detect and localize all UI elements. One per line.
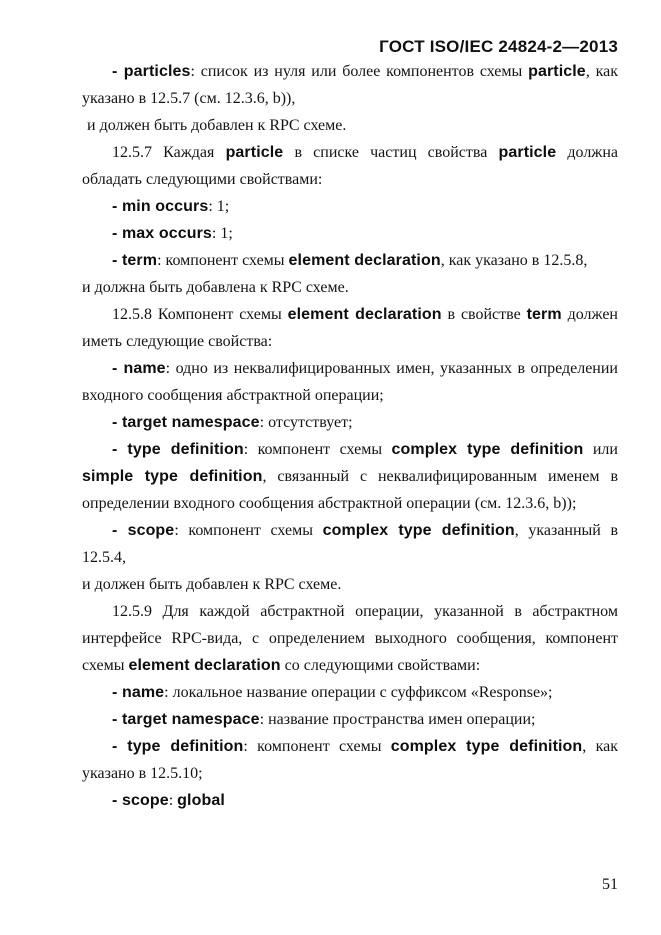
keyword-text: complex type definition [322, 522, 515, 539]
text-line [82, 463, 618, 490]
text-line [82, 85, 618, 112]
document-body [82, 58, 618, 814]
body-text: или [583, 441, 618, 458]
keyword-text: complex type definition [390, 738, 583, 755]
keyword-text: - max occurs [112, 225, 212, 242]
body-text: : название пространства имен операции; [259, 711, 536, 728]
body-text: : [168, 792, 178, 809]
body-text: и должна быть добавлена к RPC схеме. [82, 279, 349, 296]
keyword-text: particle [528, 63, 586, 80]
body-text: 12.5.7 Каждая [112, 144, 226, 161]
body-text: 12.5.4, [82, 549, 126, 566]
body-text: входного сообщения абстрактной операции; [82, 387, 384, 404]
keyword-text: element declaration [128, 657, 281, 674]
body-text: определении входного сообщения абстрактной операции (см. 12.3.6, b)); [82, 495, 577, 512]
body-text: в списке частиц свойства [283, 144, 499, 161]
keyword-text: particle [225, 144, 284, 161]
text-line [82, 490, 618, 517]
body-text: 12.5.9 Для каждой абстрактной операции, указанной в абстрактном [112, 603, 618, 620]
text-line [82, 328, 618, 355]
body-text: , связанный с неквалифицированным именем в [262, 468, 618, 485]
body-text: : список из нуля или более компонентов схемы [190, 63, 529, 80]
text-line [82, 247, 618, 274]
keyword-text: simple type definition [82, 468, 263, 485]
text-line [82, 787, 618, 814]
keyword-text: - type definition [112, 738, 244, 755]
keyword-text: - name [112, 684, 165, 701]
text-line [82, 112, 618, 139]
keyword-text: - scope [112, 792, 169, 809]
body-text: указано в 12.5.10; [82, 765, 203, 782]
keyword-text: - name [112, 360, 166, 377]
body-text: , как [585, 63, 619, 80]
text-line [82, 58, 618, 85]
text-line [82, 679, 618, 706]
body-text: в свойстве [441, 306, 527, 323]
keyword-text: - min occurs [112, 198, 209, 215]
body-text: должна [556, 144, 619, 161]
keyword-text: - term [112, 252, 158, 269]
keyword-text: term [526, 306, 562, 323]
text-line [82, 706, 618, 733]
text-line [82, 409, 618, 436]
keyword-text: - particles [112, 63, 191, 80]
body-text: схемы [82, 657, 129, 674]
text-line [82, 652, 618, 679]
body-text: иметь следующие свойства: [82, 333, 273, 350]
body-text: : компонент схемы [174, 522, 323, 539]
text-line [82, 436, 618, 463]
running-header: ГОСТ ISO/IEC 24824-2—2013 [379, 37, 618, 56]
keyword-text: complex type definition [391, 441, 584, 458]
text-line [82, 625, 618, 652]
body-text: , как [582, 738, 618, 755]
text-line [82, 760, 618, 787]
body-text: : 1; [211, 225, 233, 242]
body-text: : отсутствует; [259, 414, 353, 431]
body-text: и должен быть добавлен к RPC схеме. [87, 117, 347, 134]
text-line [82, 382, 618, 409]
text-line [82, 274, 618, 301]
body-text: : компонент схемы [243, 441, 392, 458]
body-text: должен [561, 306, 618, 323]
page-number: 51 [602, 876, 618, 893]
body-text: : локальное название операции с суффиксом «Response»; [164, 684, 553, 701]
body-text: со следующими свойствами: [280, 657, 481, 674]
body-text: обладать следующими свойствами: [82, 171, 323, 188]
text-line [82, 193, 618, 220]
keyword-text: element declaration [287, 306, 442, 323]
text-line [82, 733, 618, 760]
text-line [82, 301, 618, 328]
keyword-text: - scope [112, 522, 175, 539]
body-text: и должен быть добавлен к RPC схеме. [82, 576, 342, 593]
body-text: , указанный в [514, 522, 618, 539]
text-line [82, 517, 618, 544]
body-text: указано в 12.5.7 (см. 12.3.6, b)), [82, 90, 296, 107]
body-text: : компонент схемы [157, 252, 289, 269]
keyword-text: global [177, 792, 225, 809]
body-text: , как указано в 12.5.8, [440, 252, 588, 269]
keyword-text: particle [498, 144, 557, 161]
text-line [82, 598, 618, 625]
keyword-text: element declaration [288, 252, 441, 269]
keyword-text: - target namespace [112, 711, 260, 728]
text-line [82, 220, 618, 247]
keyword-text: - target namespace [112, 414, 260, 431]
text-line [82, 544, 618, 571]
text-line [82, 571, 618, 598]
text-line [82, 139, 618, 166]
body-text: : компонент схемы [243, 738, 391, 755]
text-line [82, 166, 618, 193]
body-text: : 1; [208, 198, 230, 215]
text-line [82, 355, 618, 382]
body-text: 12.5.8 Компонент схемы [112, 306, 288, 323]
body-text: интерфейсе RPC-вида, с определением выходного сообщения, компонент [82, 630, 618, 647]
keyword-text: - type definition [112, 441, 244, 458]
body-text: : одно из неквалифицированных имен, указанных в определении [165, 360, 618, 377]
